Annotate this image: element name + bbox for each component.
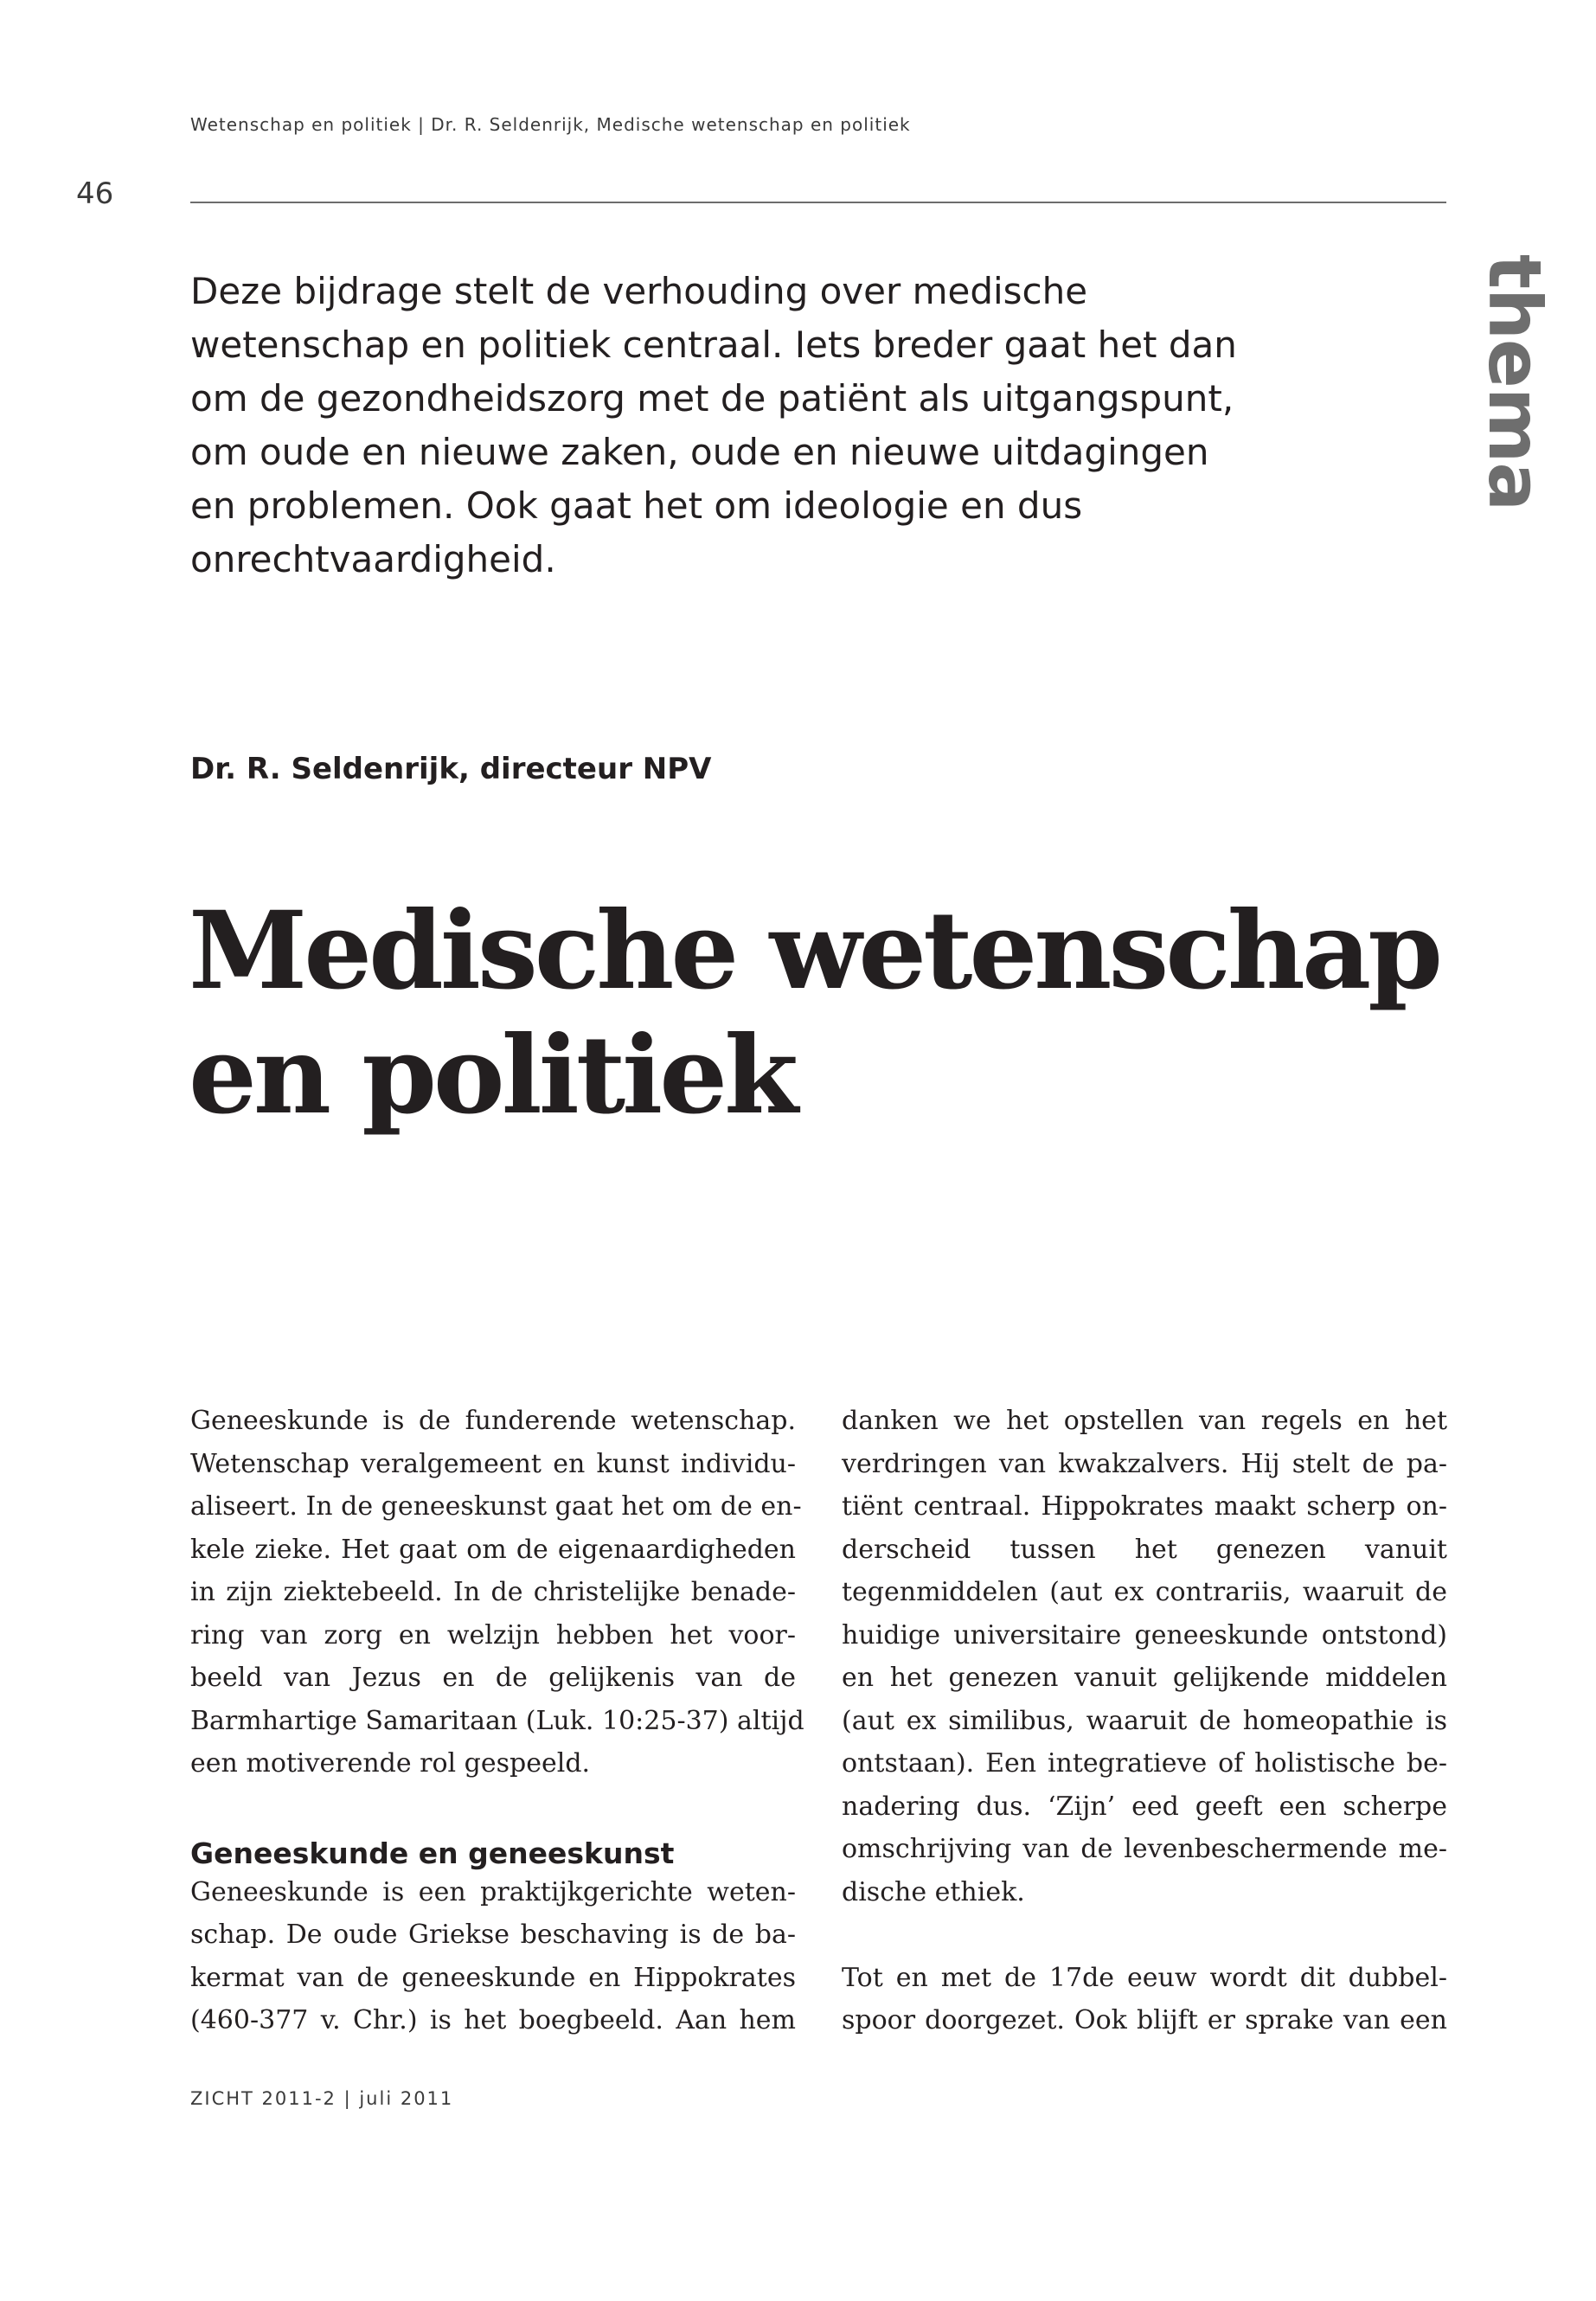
intro-line: om oude en nieuwe zaken, oude en nieuwe uitdagingen — [190, 431, 1209, 473]
body-line: verdringen van kwakzalvers. Hij stelt de pa- — [842, 1448, 1447, 1479]
body-line: Tot en met de 17de eeuw wordt dit dubbel- — [842, 1962, 1447, 1993]
body-line: beeld van Jezus en de gelijkenis van de — [190, 1663, 796, 1693]
section-label — [1472, 253, 1558, 511]
body-line: Geneeskunde is een praktijkgerichte weten- — [190, 1876, 796, 1907]
intro-line: wetenschap en politiek centraal. Iets breder gaat het dan — [190, 324, 1237, 366]
body-line: (aut ex similibus, waaruit de homeopathie is — [842, 1705, 1447, 1736]
body-line: een motiverende rol gespeeld. — [190, 1748, 591, 1779]
body-line: ring van zorg en welzijn hebben het voor- — [190, 1619, 796, 1650]
intro-line: onrechtvaardigheid. — [190, 538, 556, 580]
body-line: derscheid tussen het genezen vanuit — [842, 1534, 1447, 1565]
body-line: huidige universitaire geneeskunde ontstond) — [842, 1619, 1447, 1650]
body-line: nadering dus. ‘Zijn’ eed geeft een scherpe — [842, 1791, 1447, 1822]
body-line: ontstaan). Een integratieve of holistische be- — [842, 1748, 1447, 1779]
body-line: omschrijving van de levenbeschermende me- — [842, 1834, 1447, 1864]
intro-line: en problemen. Ook gaat het om ideologie en dus — [190, 484, 1083, 527]
body-line: danken we het opstellen van regels en het — [842, 1406, 1447, 1436]
article-title — [189, 889, 1439, 1138]
body-line: dische ethiek. — [842, 1876, 1025, 1907]
article-title-line: en politiek — [189, 1013, 796, 1138]
body-line: kele zieke. Het gaat om de eigenaardigheden — [190, 1534, 796, 1565]
paragraph-gap — [842, 1913, 1447, 1957]
body-line: tiënt centraal. Hippokrates maakt scherp on- — [842, 1491, 1447, 1522]
body-line: (460-377 v. Chr.) is het boegbeeld. Aan hem — [190, 2005, 796, 2035]
paragraph-gap — [190, 1785, 796, 1829]
body-column-right — [842, 1400, 1447, 2042]
section-subheading: Geneeskunde en geneeskunst — [190, 1836, 675, 1870]
article-title-line: Medische wetenschap — [189, 888, 1439, 1014]
intro-paragraph — [190, 265, 1237, 586]
body-line: spoor doorgezet. Ook blijft er sprake van een — [842, 2005, 1447, 2035]
page-number: 46 — [76, 176, 114, 211]
body-line: kermat van de geneeskunde en Hippokrates — [190, 1962, 796, 1993]
header-rule — [190, 202, 1446, 203]
page-footer: ZICHT 2011-2 | juli 2011 — [190, 2088, 454, 2109]
body-column-left — [190, 1400, 804, 2042]
intro-line: Deze bijdrage stelt de verhouding over medische — [190, 270, 1088, 312]
body-line: aliseert. In de geneeskunst gaat het om de en- — [190, 1491, 802, 1522]
author-byline: Dr. R. Seldenrijk, directeur NPV — [190, 752, 712, 786]
body-line: Barmhartige Samaritaan (Luk. 10:25-37) altijd — [190, 1705, 804, 1736]
running-header: Wetenschap en politiek | Dr. R. Seldenrijk, Medische wetenschap en politiek — [190, 114, 911, 135]
body-line: Wetenschap veralgemeent en kunst individu- — [190, 1448, 796, 1479]
body-line: tegenmiddelen (aut ex contrariis, waaruit de — [842, 1577, 1447, 1607]
body-line: en het genezen vanuit gelijkende middelen — [842, 1663, 1447, 1693]
body-line: schap. De oude Griekse beschaving is de ba- — [190, 1920, 796, 1950]
body-line: Geneeskunde is de funderende wetenschap. — [190, 1406, 796, 1436]
section-label-text: thema — [1472, 253, 1558, 511]
body-line: in zijn ziektebeeld. In de christelijke benade- — [190, 1577, 796, 1607]
intro-line: om de gezondheidszorg met de patiënt als uitgangspunt, — [190, 377, 1234, 420]
